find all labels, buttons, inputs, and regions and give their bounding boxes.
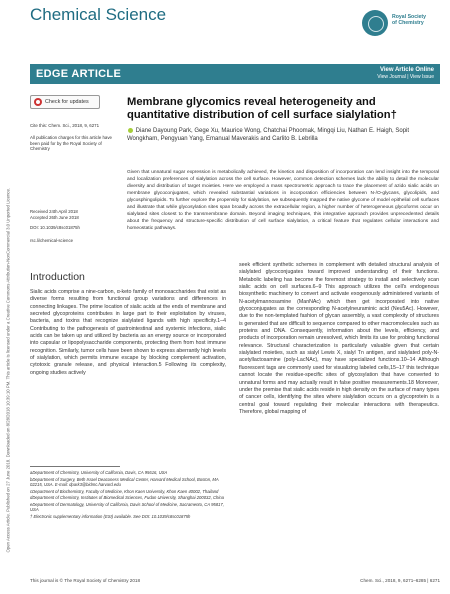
footnote-divider [30, 466, 120, 467]
orcid-icon[interactable] [128, 128, 133, 133]
citation-line: Cite this: Chem. Sci., 2018, 9, 6271 [30, 123, 100, 128]
article-title: Membrane glycomics reveal heterogeneity and quantitative distribution of cell surface sialylation† [127, 96, 397, 121]
author-list: Diane Dayoung Park, Gege Xu, Maurice Wong, Chatchai Phoomak, Mingqi Liu, Nathan E. Haigh, Sopit Wongkham, Pengyuan Yang, Emanual Maverakis and Carlito B. Lebrilla [127, 128, 410, 143]
rsc-logo-text: Royal Society of Chemistry [392, 14, 427, 27]
section-heading-introduction: Introduction [30, 271, 85, 283]
license-sidebar [3, 90, 13, 560]
article-dates [30, 209, 122, 221]
footnote-item: dDepartment of Chemistry, Institutes of Biomedical Sciences, Fudan University, Shanghai 200032, China [30, 495, 224, 500]
body-column-left: Sialic acids comprise a nine-carbon, α-keto family of monosaccharides that exist as diverse forms resulting from functional group variations and differences in connecting linkages. The prime location of sialic acids at the ends of membrane and secreted glycoproteins contributes in large part to their exploitation by viruses, bacteria, and toxins that recognize sialylated ligands with high specificity.1–4 Contributing to the pathogenesis of gastrointestinal and systemic infections, sialic acids can be taken up and utilized by bacteria as an energy source or incorporated into capsular or lipopolysaccharide components, protecting them from host immune recognition. Similarly, tumor cells have been shown to express aberrantly high levels of sialylation, which permits immune escape by blocking complement activation, cytotoxic granule release, and physical interaction.5 Following its complexity, ongoing studies actively [30, 289, 226, 376]
journal-title: Chemical Science [30, 5, 167, 24]
banner-links [377, 67, 434, 81]
affiliations-footnotes [30, 470, 226, 520]
footer-citation: Chem. Sci., 2018, 9, 6271–6285 | 6271 [360, 578, 440, 583]
license-text: Open Access Article. Published on 27 June 2018. Downloaded on 8/28/2018 10:39:10 PM. This article is licensed under a Creative Commons Attribution-NonCommercial 3.0 Unported Licence. [5, 187, 11, 553]
footnote-item: cDepartment of Biochemistry, Faculty of Medicine, Khon Kaen University, Khon Kaen 40002, Thailand [30, 488, 219, 494]
article-type-label: EDGE ARTICLE [36, 68, 122, 80]
check-for-updates-button[interactable]: Check for updates [30, 95, 100, 109]
publication-charges-note: All publication charges for this article have been paid for by the Royal Society of Chemistry [30, 135, 113, 152]
check-updates-icon [34, 98, 42, 106]
journal-url-link[interactable]: rsc.li/chemical-science [30, 238, 73, 243]
body-column-right: seek efficient synthetic schemes in complement with detailed structural analysis of sialylated glycoconjugates toward improved understanding of their functions. Metabolic labeling has become the foremost strategy to install and selectively scan sialic acids on cell surfaces.6–9 This approach utilizes the cell's endogenous biosynthetic machinery to convert and activate exogenously administered variants of N-acetylmannosamine (ManNAc) which then get incorporated into native glycoconjugates as the corresponding N-acetylneuraminic acid (Neu5Ac). However, due to the non-templated fashion of glycan assembly, a vast complexity of structures is generated that are difficult to sequence compared to other macromolecules such as proteins and DNA. Consequently, information about the levels, efficiency, and products of incorporation remain unresolved, which limits its use for probing functional relevance. Structural characterization is particularly valuable given that certain sialylated moieties, such as sialyl Lewis X, sialyl Tn antigen, and sialylated poly-N-acetyllactosamine (poly-LacNAc), may have specialized functions.10–14 Although fluorescent tags are commonly used for visualizing labeled cells,15–17 this technique cannot locate the residue-specific sites of glycosylation that have converted to unnatural forms and may actually result in false positive measurements.18 Moreover, under the premise that sialic acids reside in high density on the surface of many types of cancer cells, identifying the sites where sialylation occurs on a glycoprotein is a central goal toward regulating their molecular interactions with therapeutics. Therefore, global mapping of [239, 262, 439, 415]
footnote-item: † Electronic supplementary information (ESI) available. See DOI: 10.1039/c8sc01875h [30, 513, 191, 519]
rsc-logo [362, 8, 432, 42]
received-date: Received 24th April 2018 [30, 209, 78, 214]
view-journal-link[interactable]: View Journal | View Issue [377, 74, 434, 80]
footnote-item: aDepartment of Chemistry, University of California, Davis, CA 95616, USA [30, 470, 168, 475]
article-type-banner [30, 64, 440, 84]
footnote-item: bDepartment of Surgery, Beth Israel Deaconess Medical Center, Harvard Medical School, Boston, MA 02215, USA. E-mail: dpark3@bidmc.harvard.edu [30, 476, 219, 487]
accepted-date: Accepted 26th June 2018 [30, 214, 79, 220]
rsc-seal-icon [362, 10, 388, 36]
doi-link[interactable]: DOI: 10.1039/c8sc01875h [30, 225, 80, 230]
view-article-online-link[interactable]: View Article Online [379, 67, 434, 73]
footnote-item: eDepartment of Dermatology, University of California, Davis School of Medicine, Sacramento, CA 95817, USA [30, 501, 224, 512]
abstract: Given that unnatural sugar expression is metabolically achieved, the kinetics and disposition of incorporation can lend insight into the temporal and localization preferences of sialylation across the cell surface. However, common detection schemes lack the ability to detail the molecular diversity and distribution of target moieties. Here we employed a mass spectrometric approach to trace the placement of azido sialic acids on membrane glycoconjugates, which revealed substantial variations in incorporation efficiencies between N-/O-glycans, glycolipids, and glycosphingolipids. To further explore the propensity for sialylation, we subsequently mapped the native glycome of model epithelial cell surfaces and illustrate that while glycosylation sites span broadly across the extracellular region, a higher number of heterogeneous glycoforms occur on sialylated sites closest to the transmembrane domain. Beyond imaging techniques, this integrative approach provides unprecedented details about the frequency and structure-specific distribution of cell surface sialylation, a critical feature that regulates cellular interactions and homeostatic pathways. [127, 170, 439, 231]
footer-copyright: This journal is © The Royal Society of Chemistry 2018 [30, 578, 141, 583]
